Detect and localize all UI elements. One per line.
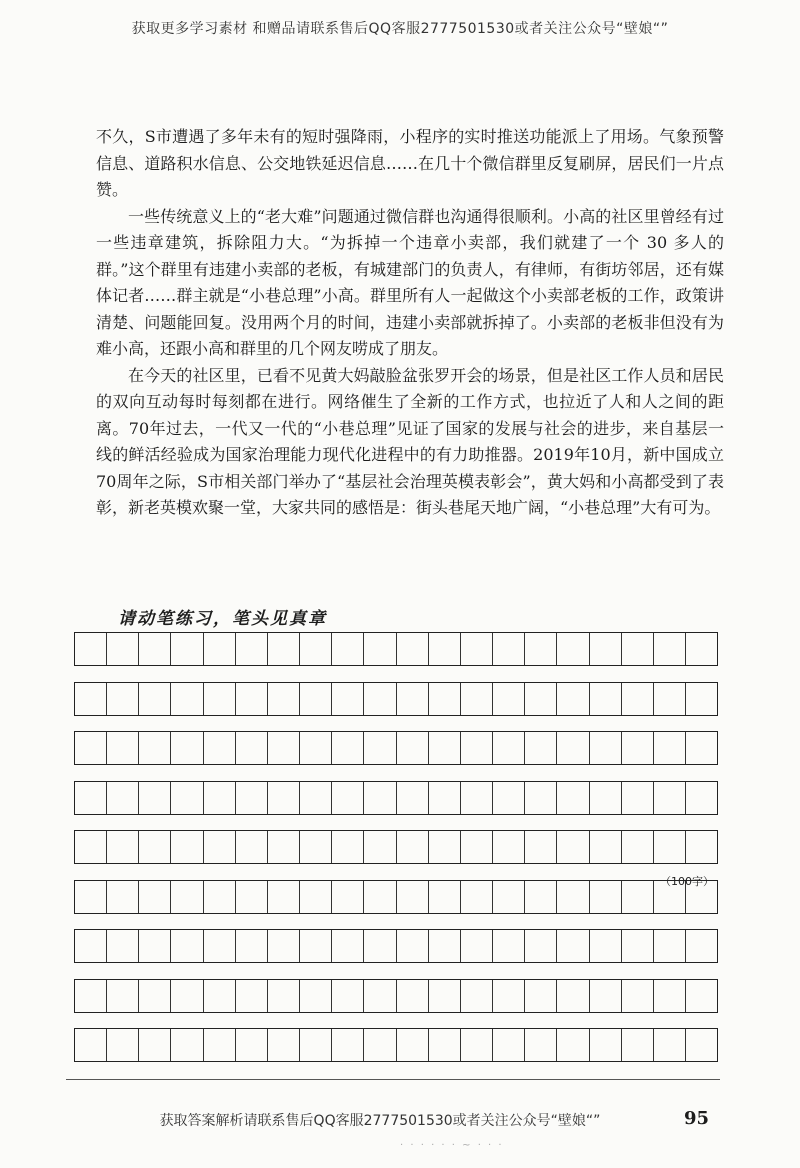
grid-cell[interactable] (300, 881, 332, 913)
grid-cell[interactable] (590, 683, 622, 715)
grid-cell[interactable] (557, 930, 589, 962)
grid-cell[interactable] (397, 980, 429, 1012)
grid-cell[interactable] (236, 881, 268, 913)
grid-cell[interactable] (236, 1029, 268, 1061)
grid-cell[interactable] (397, 930, 429, 962)
grid-cell[interactable] (493, 1029, 525, 1061)
grid-cell[interactable] (364, 1029, 396, 1061)
grid-cell[interactable] (236, 683, 268, 715)
grid-cell[interactable] (557, 881, 589, 913)
grid-cell[interactable] (590, 980, 622, 1012)
grid-cell[interactable] (107, 633, 139, 665)
grid-cell[interactable] (493, 980, 525, 1012)
grid-cell[interactable] (268, 1029, 300, 1061)
grid-cell[interactable] (525, 633, 557, 665)
grid-cell[interactable] (139, 683, 171, 715)
grid-cell[interactable] (300, 831, 332, 863)
grid-cell[interactable] (590, 930, 622, 962)
page-number: 95 (684, 1108, 710, 1129)
grid-cell[interactable] (686, 831, 717, 863)
grid-cell[interactable] (654, 1029, 686, 1061)
grid-cell[interactable] (525, 782, 557, 814)
grid-cell[interactable] (622, 980, 654, 1012)
grid-cell[interactable] (332, 683, 364, 715)
grid-cell[interactable] (557, 980, 589, 1012)
grid-cell[interactable] (622, 930, 654, 962)
page-footer: 获取答案解析请联系售后QQ客服2777501530或者关注公众号“壁娘“” (159, 1113, 601, 1129)
grid-row (74, 682, 718, 716)
grid-cell[interactable] (397, 1029, 429, 1061)
grid-cell[interactable] (236, 633, 268, 665)
grid-cell[interactable] (461, 732, 493, 764)
grid-cell[interactable] (75, 881, 107, 913)
grid-cell[interactable] (525, 930, 557, 962)
grid-row (74, 632, 718, 666)
grid-cell[interactable] (397, 831, 429, 863)
grid-cell[interactable] (107, 782, 139, 814)
grid-cell[interactable] (590, 831, 622, 863)
grid-cell[interactable] (557, 782, 589, 814)
grid-cell[interactable] (107, 881, 139, 913)
grid-cell[interactable] (332, 732, 364, 764)
grid-cell[interactable] (204, 831, 236, 863)
grid-cell[interactable] (622, 782, 654, 814)
grid-row (74, 781, 718, 815)
grid-cell[interactable] (75, 732, 107, 764)
grid-cell[interactable] (429, 683, 461, 715)
grid-cell[interactable] (107, 732, 139, 764)
grid-cell[interactable] (268, 683, 300, 715)
grid-cell[interactable] (75, 1029, 107, 1061)
grid-cell[interactable] (461, 881, 493, 913)
grid-cell[interactable] (557, 732, 589, 764)
grid-cell[interactable] (139, 1029, 171, 1061)
footer-divider (66, 1079, 720, 1080)
grid-cell[interactable] (525, 831, 557, 863)
grid-cell[interactable] (332, 930, 364, 962)
grid-cell[interactable] (332, 980, 364, 1012)
grid-cell[interactable] (332, 831, 364, 863)
grid-cell[interactable] (397, 782, 429, 814)
grid-cell[interactable] (171, 980, 203, 1012)
grid-cell[interactable] (300, 782, 332, 814)
grid-cell[interactable] (268, 831, 300, 863)
grid-cell[interactable] (107, 683, 139, 715)
grid-cell[interactable] (622, 633, 654, 665)
grid-cell[interactable] (171, 831, 203, 863)
grid-cell[interactable] (300, 1029, 332, 1061)
grid-cell[interactable] (461, 831, 493, 863)
grid-cell[interactable] (397, 633, 429, 665)
grid-cell[interactable] (204, 930, 236, 962)
grid-cell[interactable] (461, 633, 493, 665)
grid-cell[interactable] (429, 831, 461, 863)
grid-cell[interactable] (590, 782, 622, 814)
paragraph-2: 一些传统意义上的“老大难”问题通过微信群也沟通得很顺利。小高的社区里曾经有过一些违章建筑，拆除阻力大。“为拆掉一个违章小卖部，我们就建了一个 30 多人的群。”这个群里有违建小卖部的老板，有城建部门的负责人，有律师，有街坊邻居，还有媒体记者……群主就是“小巷总理”小高。群里所有人一起做这个小卖部老板的工作，政策讲清楚、问题能回复。没用两个月的时间，违建小卖部就拆掉了。小卖部的老板非但没有为难小高，还跟小高和群里的几个网友唠成了朋友。 (96, 206, 724, 358)
grid-row (74, 731, 718, 765)
grid-cell[interactable] (364, 881, 396, 913)
grid-cell[interactable] (268, 930, 300, 962)
scan-noise: · · · · · · ~ · · · (400, 1140, 504, 1151)
grid-cell[interactable] (268, 633, 300, 665)
grid-cell[interactable] (461, 782, 493, 814)
grid-cell[interactable] (171, 732, 203, 764)
grid-cell[interactable] (622, 732, 654, 764)
grid-cell[interactable] (332, 881, 364, 913)
grid-cell[interactable] (429, 881, 461, 913)
grid-cell[interactable] (139, 930, 171, 962)
grid-cell[interactable] (461, 930, 493, 962)
grid-cell[interactable] (654, 683, 686, 715)
grid-cell[interactable] (429, 980, 461, 1012)
grid-cell[interactable] (622, 831, 654, 863)
grid-cell[interactable] (107, 831, 139, 863)
grid-cell[interactable] (364, 831, 396, 863)
grid-cell[interactable] (204, 683, 236, 715)
grid-cell[interactable] (75, 782, 107, 814)
grid-cell[interactable] (590, 732, 622, 764)
grid-cell[interactable] (654, 633, 686, 665)
word-count-label: （100字） (660, 875, 714, 888)
grid-cell[interactable] (204, 881, 236, 913)
grid-cell[interactable] (171, 782, 203, 814)
grid-cell[interactable] (268, 732, 300, 764)
grid-cell[interactable] (268, 881, 300, 913)
grid-cell[interactable] (139, 831, 171, 863)
grid-cell[interactable] (654, 831, 686, 863)
paragraph-3: 在今天的社区里，已看不见黄大妈敲脸盆张罗开会的场景，但是社区工作人员和居民的双向互动每时每刻都在进行。网络催生了全新的工作方式，也拉近了人和人之间的距离。70年过去，一代又一代的“小巷总理”见证了国家的发展与社会的进步，来自基层一线的鲜活经验成为国家治理能力现代化进程中的有力助推器。2019年10月，新中国成立70周年之际，S市相关部门举办了“基层社会治理英模表彰会”，黄大妈和小高都受到了表彰，新老英模欢聚一堂，大家共同的感悟是：街头巷尾天地广阔，“小巷总理”大有可为。 (96, 365, 724, 517)
grid-cell[interactable] (364, 782, 396, 814)
grid-cell[interactable] (397, 683, 429, 715)
grid-cell[interactable] (493, 881, 525, 913)
grid-cell[interactable] (557, 831, 589, 863)
grid-cell[interactable] (139, 980, 171, 1012)
grid-cell[interactable] (107, 1029, 139, 1061)
grid-cell[interactable] (268, 980, 300, 1012)
grid-cell[interactable] (139, 881, 171, 913)
grid-cell[interactable] (429, 930, 461, 962)
grid-row (74, 929, 718, 963)
grid-cell[interactable] (557, 683, 589, 715)
grid-cell[interactable] (686, 732, 717, 764)
grid-cell[interactable] (236, 732, 268, 764)
grid-cell[interactable] (75, 633, 107, 665)
grid-cell[interactable] (204, 1029, 236, 1061)
grid-cell[interactable] (171, 881, 203, 913)
grid-cell[interactable] (332, 633, 364, 665)
grid-row (74, 830, 718, 864)
grid-cell[interactable] (300, 930, 332, 962)
grid-cell[interactable] (364, 683, 396, 715)
grid-cell[interactable] (461, 1029, 493, 1061)
grid-cell[interactable] (300, 633, 332, 665)
grid-cell[interactable] (654, 980, 686, 1012)
grid-cell[interactable] (236, 782, 268, 814)
grid-row (74, 979, 718, 1013)
grid-cell[interactable] (364, 732, 396, 764)
grid-cell[interactable] (236, 930, 268, 962)
grid-cell[interactable] (364, 633, 396, 665)
grid-cell[interactable] (686, 980, 717, 1012)
grid-cell[interactable] (461, 683, 493, 715)
grid-cell[interactable] (493, 782, 525, 814)
grid-cell[interactable] (590, 633, 622, 665)
grid-cell[interactable] (204, 633, 236, 665)
grid-cell[interactable] (139, 732, 171, 764)
grid-cell[interactable] (204, 782, 236, 814)
grid-cell[interactable] (686, 930, 717, 962)
grid-cell[interactable] (525, 881, 557, 913)
grid-cell[interactable] (461, 980, 493, 1012)
paragraph-1: 不久，S市遭遇了多年未有的短时强降雨，小程序的实时推送功能派上了用场。气象预警信息、道路积水信息、公交地铁延迟信息……在几十个微信群里反复刷屏，居民们一片点赞。 (96, 127, 724, 199)
grid-cell[interactable] (332, 782, 364, 814)
article-body (96, 124, 724, 522)
grid-cell[interactable] (364, 930, 396, 962)
grid-cell[interactable] (204, 980, 236, 1012)
grid-cell[interactable] (622, 881, 654, 913)
grid-cell[interactable] (557, 1029, 589, 1061)
grid-cell[interactable] (590, 881, 622, 913)
grid-cell[interactable] (397, 881, 429, 913)
grid-cell[interactable] (622, 683, 654, 715)
practice-prompt: 请动笔练习，笔头见真章 (118, 609, 327, 629)
grid-cell[interactable] (171, 1029, 203, 1061)
writing-grid (74, 632, 718, 1078)
grid-cell[interactable] (236, 980, 268, 1012)
grid-cell[interactable] (686, 633, 717, 665)
grid-cell[interactable] (429, 1029, 461, 1061)
grid-cell[interactable] (139, 782, 171, 814)
grid-cell[interactable] (525, 732, 557, 764)
grid-cell[interactable] (525, 683, 557, 715)
grid-cell[interactable] (171, 930, 203, 962)
grid-cell[interactable] (75, 683, 107, 715)
grid-cell[interactable] (686, 1029, 717, 1061)
grid-cell[interactable] (75, 980, 107, 1012)
grid-cell[interactable] (429, 732, 461, 764)
grid-cell[interactable] (493, 732, 525, 764)
grid-cell[interactable] (300, 980, 332, 1012)
grid-cell[interactable] (429, 633, 461, 665)
grid-cell[interactable] (429, 782, 461, 814)
grid-cell[interactable] (204, 732, 236, 764)
grid-cell[interactable] (493, 930, 525, 962)
grid-cell[interactable] (236, 831, 268, 863)
grid-cell[interactable] (525, 1029, 557, 1061)
grid-cell[interactable] (364, 980, 396, 1012)
grid-cell[interactable] (107, 980, 139, 1012)
grid-cell[interactable] (171, 633, 203, 665)
grid-cell[interactable] (300, 732, 332, 764)
grid-cell[interactable] (107, 930, 139, 962)
grid-cell[interactable] (622, 1029, 654, 1061)
grid-cell[interactable] (397, 732, 429, 764)
grid-cell[interactable] (139, 633, 171, 665)
grid-cell[interactable] (557, 633, 589, 665)
grid-cell[interactable] (171, 683, 203, 715)
grid-cell[interactable] (654, 930, 686, 962)
grid-cell[interactable] (332, 1029, 364, 1061)
grid-cell[interactable] (686, 782, 717, 814)
grid-cell[interactable] (686, 683, 717, 715)
grid-cell[interactable] (525, 980, 557, 1012)
grid-row (74, 880, 718, 914)
grid-cell[interactable] (493, 831, 525, 863)
grid-cell[interactable] (75, 831, 107, 863)
grid-cell[interactable] (654, 782, 686, 814)
grid-cell[interactable] (75, 930, 107, 962)
grid-cell[interactable] (590, 1029, 622, 1061)
grid-row (74, 1028, 718, 1062)
grid-cell[interactable] (268, 782, 300, 814)
grid-cell[interactable] (300, 683, 332, 715)
grid-cell[interactable] (654, 732, 686, 764)
page-header: 获取更多学习素材 和赠品请联系售后QQ客服2777501530或者关注公众号“壁娘“” (131, 21, 669, 37)
grid-cell[interactable] (493, 683, 525, 715)
grid-cell[interactable] (493, 633, 525, 665)
